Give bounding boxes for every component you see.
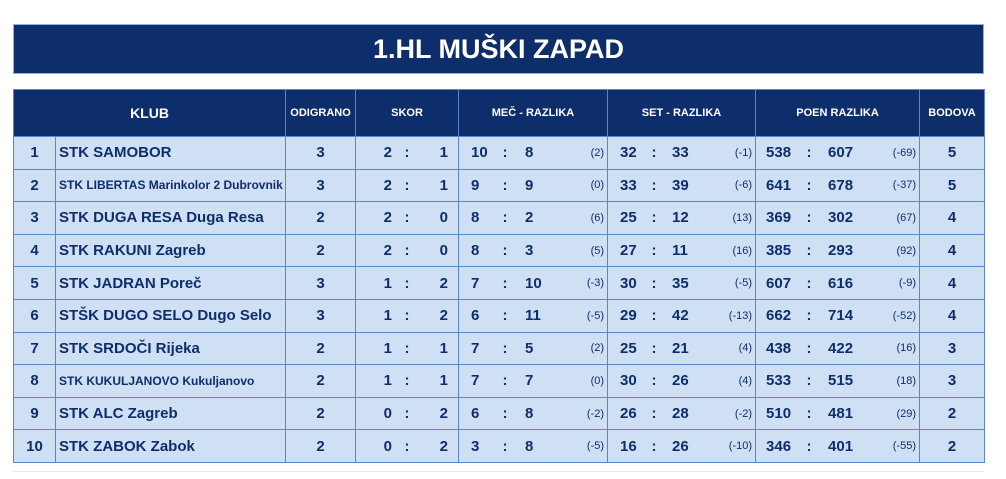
matches-for: 8 (471, 242, 480, 260)
separator: : (502, 242, 508, 260)
header-poen-razlika: POEN RAZLIKA (756, 90, 920, 137)
sets-against: 21 (672, 339, 689, 357)
separator: : (651, 405, 657, 423)
points-diff-cell (756, 267, 920, 300)
sets-against: 11 (672, 242, 688, 260)
score-cell (356, 169, 459, 202)
score-cell (356, 430, 459, 463)
set-diff-cell (608, 299, 756, 332)
club-name: STK KUKULJANOVO Kukuljanovo (56, 365, 286, 398)
points-against: 714 (828, 307, 854, 325)
points-diff-cell (756, 365, 920, 398)
sets-against: 39 (672, 176, 689, 194)
losses: 1 (439, 144, 449, 162)
sets-for: 32 (620, 144, 637, 162)
table-row (14, 365, 985, 398)
sets-for: 25 (620, 339, 637, 357)
matches-for: 8 (471, 209, 480, 227)
table-row (14, 137, 985, 170)
separator: : (806, 405, 812, 423)
points-for: 607 (766, 274, 792, 292)
separator: : (404, 176, 410, 194)
sets-against: 33 (672, 144, 689, 162)
points-against: 607 (828, 144, 854, 162)
wins: 0 (383, 437, 393, 455)
matches-against: 8 (525, 437, 534, 455)
matches-for: 6 (471, 405, 480, 423)
losses: 2 (439, 274, 449, 292)
rank-cell: 2 (14, 169, 56, 202)
wins: 1 (383, 307, 393, 325)
sets-difference: (13) (732, 211, 753, 224)
matches-against: 2 (525, 209, 534, 227)
table-row (14, 299, 985, 332)
sets-difference: (-5) (734, 277, 753, 290)
played-cell: 3 (286, 169, 356, 202)
standing-points: 2 (920, 430, 985, 463)
separator: : (404, 339, 410, 357)
losses: 2 (439, 307, 449, 325)
match-diff-cell (459, 397, 608, 430)
score-cell (356, 332, 459, 365)
standing-points: 4 (920, 202, 985, 235)
wins: 1 (383, 372, 393, 390)
matches-against: 7 (525, 372, 534, 390)
points-difference: (18) (896, 374, 917, 387)
points-difference: (-52) (892, 309, 917, 322)
points-for: 641 (766, 176, 792, 194)
standing-points: 4 (920, 234, 985, 267)
header-mec-razlika: MEČ - RAZLIKA (459, 90, 608, 137)
sets-for: 29 (620, 307, 637, 325)
standing-points: 3 (920, 332, 985, 365)
matches-against: 9 (525, 176, 534, 194)
table-row (14, 430, 985, 463)
matches-against: 8 (525, 405, 534, 423)
points-diff-cell (756, 137, 920, 170)
club-name: STK SRDOČI Rijeka (56, 332, 286, 365)
match-diff-cell (459, 299, 608, 332)
points-difference: (29) (896, 407, 917, 420)
points-diff-cell (756, 202, 920, 235)
sets-for: 26 (620, 405, 637, 423)
matches-for: 7 (471, 339, 480, 357)
separator: : (806, 372, 812, 390)
score-cell (356, 267, 459, 300)
played-cell: 2 (286, 430, 356, 463)
rank-cell: 1 (14, 137, 56, 170)
points-difference: (67) (896, 211, 917, 224)
separator: : (806, 307, 812, 325)
played-cell: 3 (286, 137, 356, 170)
sets-difference: (-10) (728, 440, 753, 453)
score-cell (356, 202, 459, 235)
separator: : (806, 339, 812, 357)
table-row (14, 234, 985, 267)
matches-for: 7 (471, 274, 480, 292)
match-diff-cell (459, 202, 608, 235)
points-against: 616 (828, 274, 854, 292)
points-against: 678 (828, 176, 854, 194)
matches-against: 8 (525, 144, 534, 162)
separator: : (651, 437, 657, 455)
separator: : (806, 242, 812, 260)
points-for: 662 (766, 307, 792, 325)
match-diff-cell (459, 137, 608, 170)
separator: : (404, 209, 410, 227)
points-for: 385 (766, 242, 792, 260)
club-name: STK RAKUNI Zagreb (56, 234, 286, 267)
played-cell: 2 (286, 397, 356, 430)
club-name: STK LIBERTAS Marinkolor 2 Dubrovnik (56, 169, 286, 202)
points-against: 422 (828, 339, 854, 357)
match-diff-cell (459, 430, 608, 463)
separator: : (806, 209, 812, 227)
rank-cell: 5 (14, 267, 56, 300)
standings-table (13, 89, 985, 463)
played-cell: 2 (286, 202, 356, 235)
separator: : (404, 307, 410, 325)
sets-difference: (-2) (734, 407, 753, 420)
header-row (14, 90, 985, 137)
matches-for: 6 (471, 307, 480, 325)
separator: : (404, 144, 410, 162)
points-for: 538 (766, 144, 792, 162)
sets-against: 26 (672, 437, 689, 455)
separator: : (651, 144, 657, 162)
matches-difference: (-2) (586, 407, 605, 420)
points-diff-cell (756, 430, 920, 463)
rank-cell: 3 (14, 202, 56, 235)
separator: : (502, 437, 508, 455)
separator: : (404, 437, 410, 455)
points-for: 438 (766, 339, 792, 357)
sets-difference: (4) (738, 342, 753, 355)
separator: : (502, 339, 508, 357)
losses: 1 (439, 372, 449, 390)
club-name: STK DUGA RESA Duga Resa (56, 202, 286, 235)
separator: : (502, 144, 508, 162)
matches-for: 7 (471, 372, 480, 390)
separator: : (404, 372, 410, 390)
matches-difference: (5) (590, 244, 605, 257)
matches-difference: (0) (590, 179, 605, 192)
separator: : (806, 274, 812, 292)
set-diff-cell (608, 267, 756, 300)
points-for: 369 (766, 209, 792, 227)
points-diff-cell (756, 299, 920, 332)
header-odigrano: ODIGRANO (286, 90, 356, 137)
separator: : (404, 242, 410, 260)
club-name: STK ZABOK Zabok (56, 430, 286, 463)
standing-points: 5 (920, 169, 985, 202)
sets-against: 12 (672, 209, 689, 227)
match-diff-cell (459, 234, 608, 267)
points-against: 515 (828, 372, 854, 390)
separator: : (502, 405, 508, 423)
sets-against: 35 (672, 274, 689, 292)
points-diff-cell (756, 169, 920, 202)
score-cell (356, 397, 459, 430)
header-bodova: BODOVA (920, 90, 985, 137)
points-against: 293 (828, 242, 854, 260)
sets-against: 28 (672, 405, 689, 423)
matches-difference: (-5) (586, 309, 605, 322)
losses: 2 (439, 405, 449, 423)
points-difference: (-9) (898, 277, 917, 290)
points-for: 346 (766, 437, 792, 455)
club-name: STK SAMOBOR (56, 137, 286, 170)
standing-points: 5 (920, 137, 985, 170)
match-diff-cell (459, 365, 608, 398)
points-difference: (16) (896, 342, 917, 355)
losses: 0 (439, 242, 449, 260)
score-cell (356, 365, 459, 398)
club-name: STK ALC Zagreb (56, 397, 286, 430)
points-difference: (-55) (892, 440, 917, 453)
matches-difference: (6) (590, 211, 605, 224)
matches-for: 9 (471, 176, 480, 194)
points-against: 481 (828, 405, 854, 423)
separator: : (806, 144, 812, 162)
separator: : (502, 372, 508, 390)
wins: 1 (383, 339, 393, 357)
matches-difference: (-5) (586, 440, 605, 453)
played-cell: 2 (286, 332, 356, 365)
score-cell (356, 137, 459, 170)
sets-for: 25 (620, 209, 637, 227)
separator: : (651, 307, 657, 325)
separator: : (651, 274, 657, 292)
losses: 1 (439, 176, 449, 194)
sets-difference: (-1) (734, 146, 753, 159)
set-diff-cell (608, 365, 756, 398)
sets-against: 26 (672, 372, 689, 390)
standing-points: 4 (920, 267, 985, 300)
sets-for: 30 (620, 274, 637, 292)
matches-difference: (2) (590, 146, 605, 159)
matches-against: 5 (525, 339, 534, 357)
separator: : (502, 307, 508, 325)
matches-against: 11 (525, 307, 541, 325)
footer-divider (13, 471, 984, 472)
separator: : (502, 209, 508, 227)
sets-difference: (4) (738, 374, 753, 387)
set-diff-cell (608, 137, 756, 170)
set-diff-cell (608, 169, 756, 202)
separator: : (806, 176, 812, 194)
table-row (14, 202, 985, 235)
points-diff-cell (756, 397, 920, 430)
club-name: STK JADRAN Poreč (56, 267, 286, 300)
losses: 2 (439, 437, 449, 455)
points-for: 510 (766, 405, 792, 423)
matches-difference: (-3) (586, 277, 605, 290)
separator: : (404, 274, 410, 292)
set-diff-cell (608, 234, 756, 267)
separator: : (651, 339, 657, 357)
separator: : (651, 242, 657, 260)
played-cell: 2 (286, 365, 356, 398)
score-cell (356, 234, 459, 267)
points-difference: (-37) (892, 179, 917, 192)
set-diff-cell (608, 332, 756, 365)
matches-difference: (0) (590, 374, 605, 387)
points-against: 401 (828, 437, 854, 455)
points-against: 302 (828, 209, 854, 227)
match-diff-cell (459, 332, 608, 365)
sets-difference: (-13) (728, 309, 753, 322)
match-diff-cell (459, 267, 608, 300)
rank-cell: 4 (14, 234, 56, 267)
table-row (14, 267, 985, 300)
separator: : (806, 437, 812, 455)
club-name: STŠK DUGO SELO Dugo Selo (56, 299, 286, 332)
header-set-razlika: SET - RAZLIKA (608, 90, 756, 137)
wins: 2 (383, 176, 393, 194)
matches-against: 10 (525, 274, 542, 292)
set-diff-cell (608, 397, 756, 430)
separator: : (651, 209, 657, 227)
played-cell: 3 (286, 299, 356, 332)
set-diff-cell (608, 202, 756, 235)
matches-against: 3 (525, 242, 534, 260)
table-row (14, 169, 985, 202)
separator: : (651, 176, 657, 194)
played-cell: 2 (286, 234, 356, 267)
separator: : (404, 405, 410, 423)
header-skor: SKOR (356, 90, 459, 137)
set-diff-cell (608, 430, 756, 463)
separator: : (502, 176, 508, 194)
sets-for: 27 (620, 242, 637, 260)
sets-difference: (-6) (734, 179, 753, 192)
played-cell: 3 (286, 267, 356, 300)
page-title: 1.HL MUŠKI ZAPAD (13, 24, 984, 74)
rank-cell: 9 (14, 397, 56, 430)
separator: : (651, 372, 657, 390)
sets-for: 16 (620, 437, 637, 455)
wins: 0 (383, 405, 393, 423)
points-difference: (-69) (892, 146, 917, 159)
matches-difference: (2) (590, 342, 605, 355)
wins: 1 (383, 274, 393, 292)
rank-cell: 10 (14, 430, 56, 463)
rank-cell: 8 (14, 365, 56, 398)
losses: 1 (439, 339, 449, 357)
score-cell (356, 299, 459, 332)
wins: 2 (383, 242, 393, 260)
wins: 2 (383, 144, 393, 162)
matches-for: 3 (471, 437, 480, 455)
points-diff-cell (756, 332, 920, 365)
points-diff-cell (756, 234, 920, 267)
table-row (14, 397, 985, 430)
header-klub: KLUB (14, 90, 286, 137)
match-diff-cell (459, 169, 608, 202)
rank-cell: 6 (14, 299, 56, 332)
standing-points: 2 (920, 397, 985, 430)
standing-points: 3 (920, 365, 985, 398)
sets-difference: (16) (732, 244, 753, 257)
points-difference: (92) (896, 244, 917, 257)
wins: 2 (383, 209, 393, 227)
rank-cell: 7 (14, 332, 56, 365)
sets-for: 30 (620, 372, 637, 390)
points-for: 533 (766, 372, 792, 390)
table-row (14, 332, 985, 365)
losses: 0 (439, 209, 449, 227)
standing-points: 4 (920, 299, 985, 332)
sets-against: 42 (672, 307, 689, 325)
sets-for: 33 (620, 176, 637, 194)
matches-for: 10 (471, 144, 488, 162)
separator: : (502, 274, 508, 292)
